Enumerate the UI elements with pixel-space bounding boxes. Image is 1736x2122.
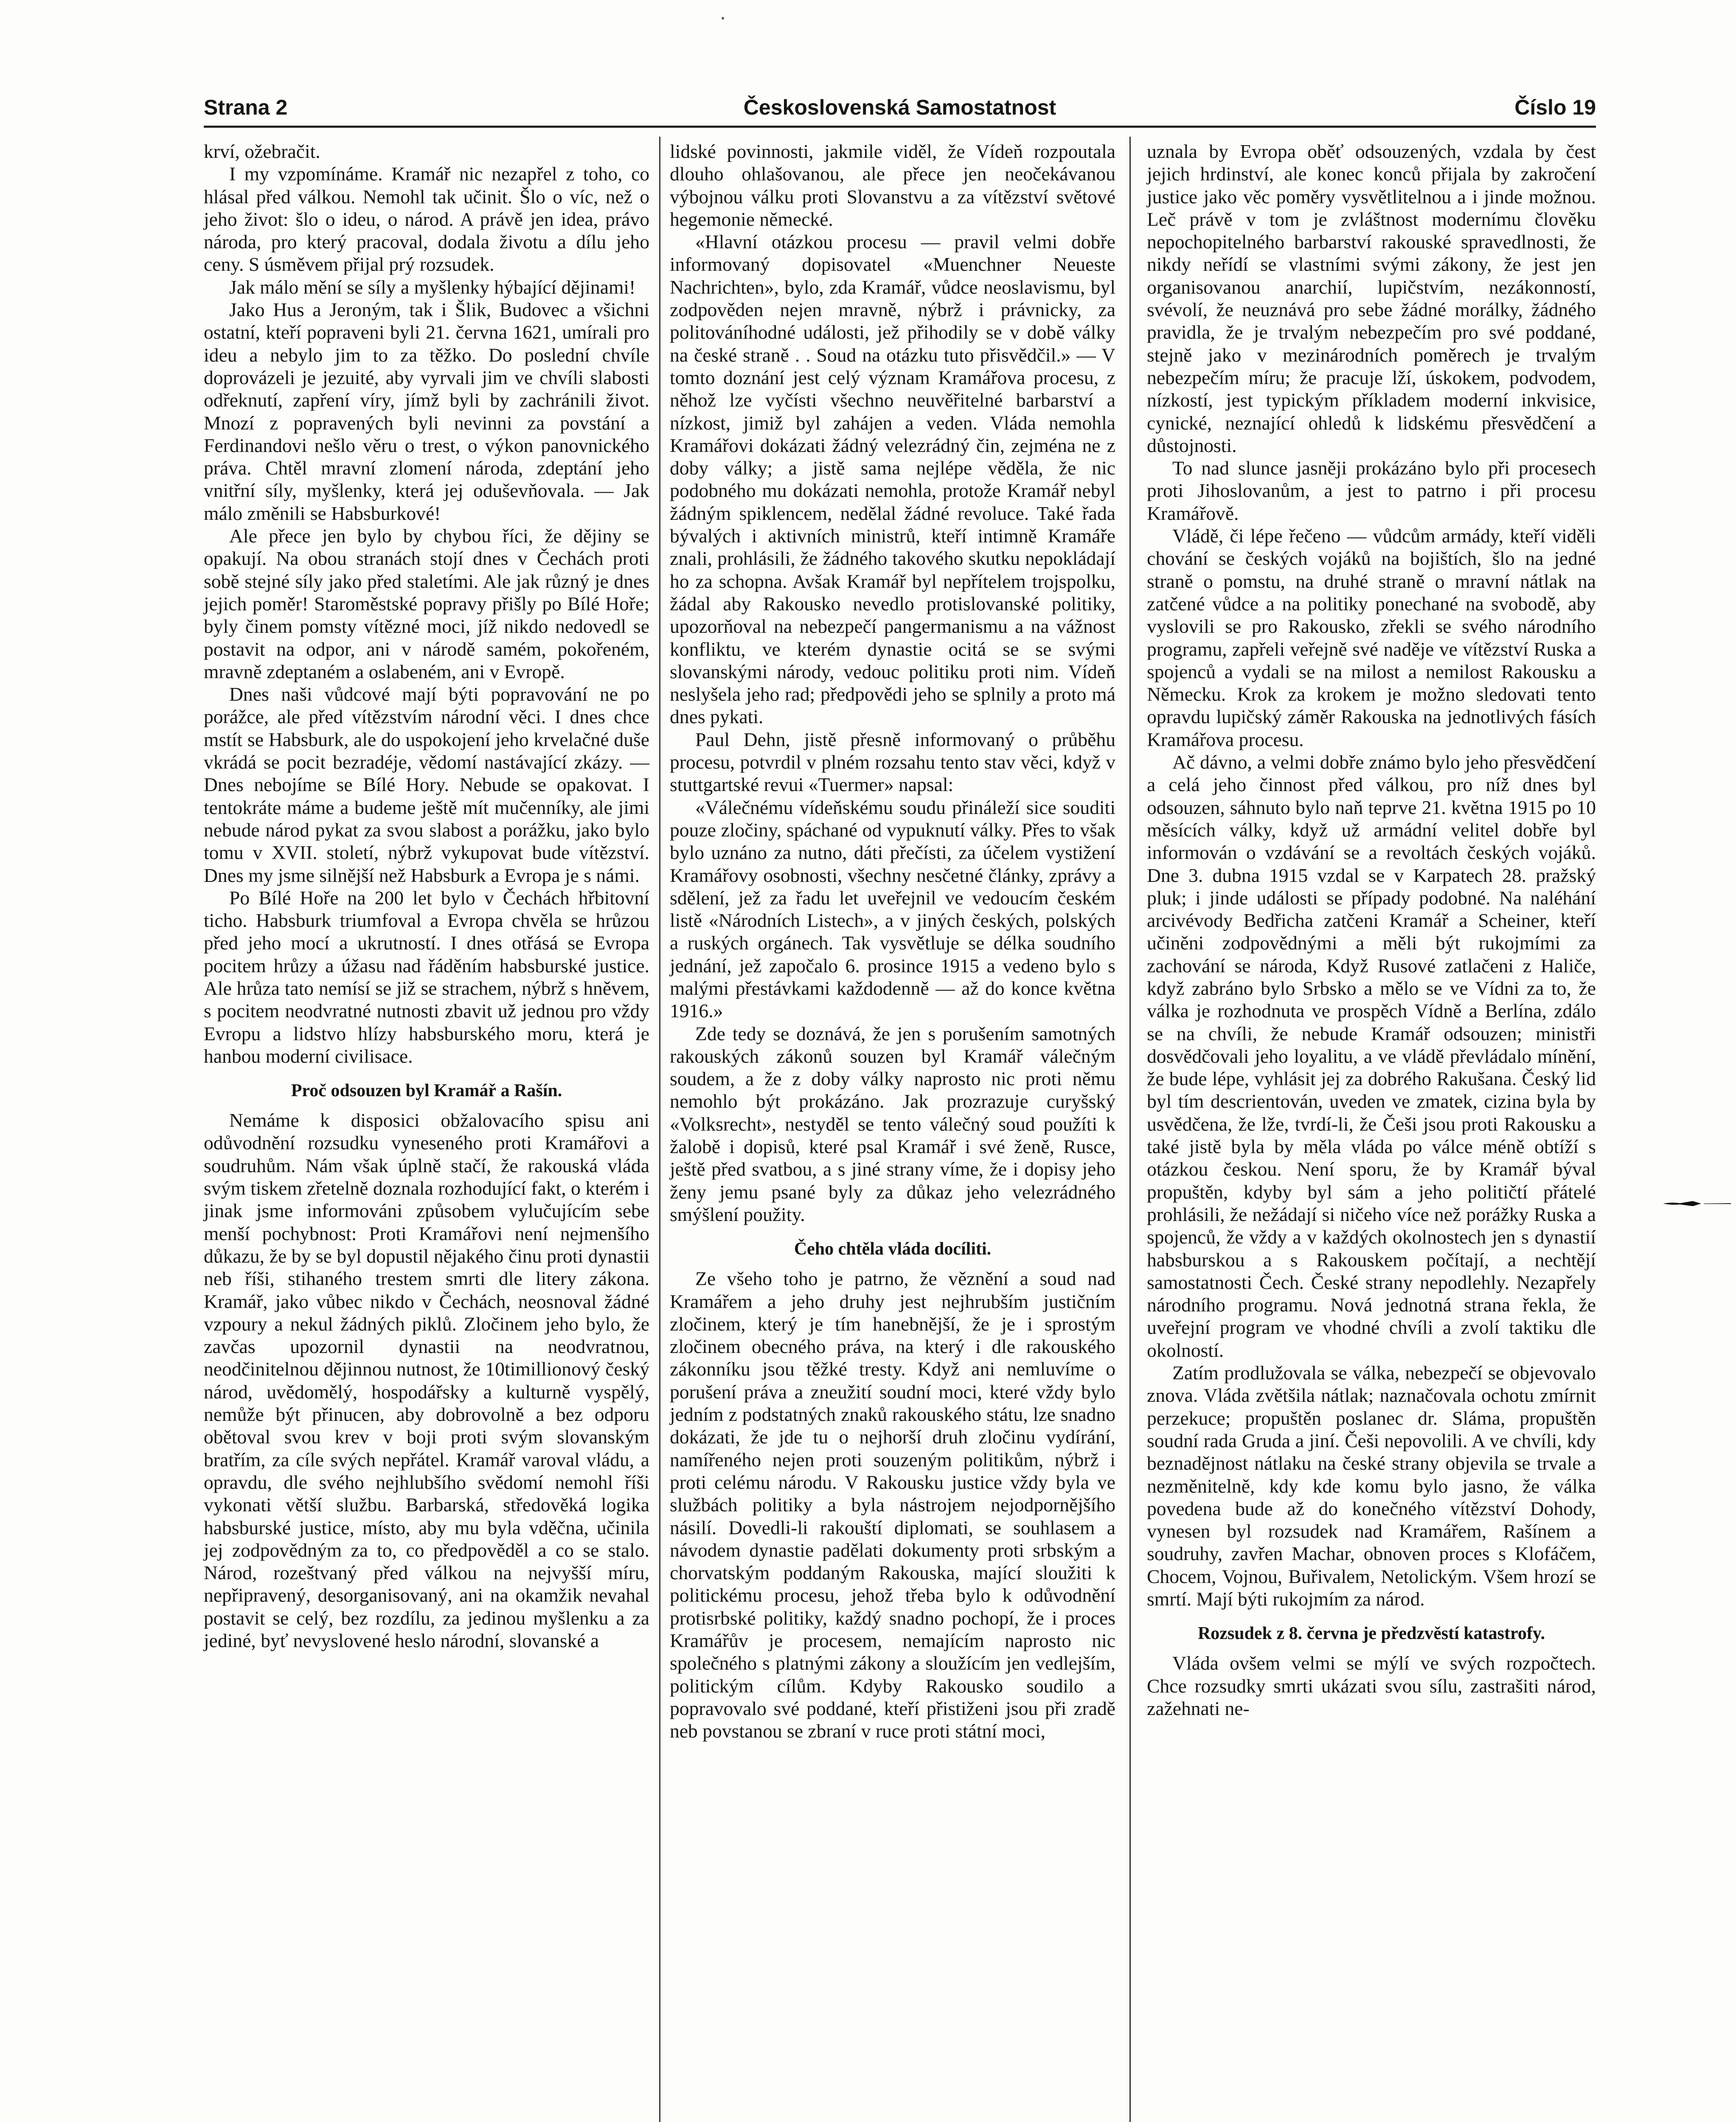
page-number-label: Strana 2 bbox=[204, 95, 288, 119]
article-paragraph: Zatím prodlužovala se válka, nebezpečí se objevovalo znova. Vláda zvětšila nátlak; naznačovala ochotu zmírnit perzekuce; propuštěn poslanec dr. Sláma, propuštěn soudní rada Gruda a jiní. Češi nepovolili. A ve chvíli, kdy beznadějnost nátlaku na české strany objevila se trvale a nezměnitelně, kdy kde komu bylo jasno, že válka povedena bude až do konečného vítězství Dohody, vynesen byl rozsudek nad Kramářem, Rašínem a soudruhy, zavřen Machar, obnoven proces s Klofáčem, Chocem, Vojnou, Buřivalem, Netolickým. Všem hrozí se smrtí. Mají býti rukojmím za národ. bbox=[1147, 1362, 1596, 1610]
column-divider bbox=[659, 137, 660, 2122]
article-paragraph: Dnes naši vůdcové mají býti popravování ne po porážce, ale před vítězstvím národní věci. I dnes chce mstít se Habsburk, ale do uspokojení jeho krvelačné duše vkrádá se pocit bezradéje, vědomí nastávající zkázy. — Dnes nebojíme se Bílé Hory. Nebude se opakovat. I tentokráte máme a budeme ještě mít mučenníky, ale jimi nebude národ pykat za svou slabost a porážku, jako bylo tomu v XVII. století, nýbrž vykupovat bude vítězství. Dnes my jsme silnější než Habsburk a Evropa je s námi. bbox=[204, 683, 649, 886]
section-heading: Rozsudek z 8. června je předzvěstí katastrofy. bbox=[1197, 1624, 1545, 1644]
article-paragraph: «Hlavní otázkou procesu — pravil velmi dobře informovaný dopisovatel «Muenchner Neueste Nachrichten», bylo, zda Kramář, vůdce neoslavismu, byl zodpověden nejen mravně, nýbrž i právnicky, za politováníhodné události, jež přihodily se v době války na české straně . . Soud na otázku tuto přisvědčil.» — V tomto doznání jest celý význam Kramářova procesu, z něhož lze vyčísti všechno neuvěřitelné barbarství a nízkost, jimiž byl zahájen a veden. Vláda nemohla Kramářovi dokázati žádný velezrádný čin, zejména ne z doby války; a jistě sama nejlépe věděla, že nic podobného mu dokázati nemohla, protože Kramář nebyl žádným spiklencem, nedělal žádné revoluce. Také řada bývalých i aktivních ministrů, kteří intimně Kramáře znali, prohlásili, že žádného takového skutku nepokládají ho za schopna. Avšak Kramář byl nepřítelem trojspolku, žádal aby Rakousko nevedlo protislovanské politiky, upozorňoval na nebezpečí pangermanismu a na vážnost konfliktu, ve kterém dynastie ocitá se se svými slovanskými národy, vedouc politiku proti nim. Vídeň neslyšela jeho rad; předpovědi jeho se splnily a proto má dnes pykati. bbox=[670, 231, 1115, 728]
newspaper-title: Československá Samostatnost bbox=[743, 95, 1056, 119]
article-paragraph: uznala by Evropa oběť odsouzených, vzdala by čest jejich hrdinství, ale konec konců přijala by zakročení justice jako věc poměry vysvětlitelnou a i jinde možnou. Leč právě v tom je zvláštnost modernímu člověku nepochopitelného barbarství rakouské spravedlnosti, že nikdy neřídí se vlastními svými zákony, že jest jen organisovanou anarchií, lupičstvím, nezákonností, svévolí, že neuznává pro sebe žádné morálky, žádného pravidla, že je trvalým nebezpečím pro své poddané, stejně jako v mezinárodních poměrech je trvalým nebezpečím míru; že pracuje lží, úskokem, podvodem, nízkostí, jest typickým příkladem moderní inkvisice, cynické, neznající ohledů k lidskému přesvědčení a důstojnosti. bbox=[1147, 140, 1596, 456]
print-speck bbox=[722, 17, 724, 20]
article-paragraph: lidské povinnosti, jakmile viděl, že Vídeň rozpoutala dlouho ohlašovanou, ale přece jen neočekávanou výbojnou válku proti Slovanstvu a za vítězství světové hegemonie německé. bbox=[670, 140, 1115, 230]
article-paragraph: Jako Hus a Jeroným, tak i Šlik, Budovec a všichni ostatní, kteří popraveni byli 21. června 1621, umírali pro ideu a nebylo jim to za těžko. Do poslední chvíle doprovázeli je jezuité, aby vyrvali jim ve chvíli slabosti odřeknutí, zapření víry, jímž byli by zachránili život. Mnozí z popravených byli nevinni za povstání a Ferdinandovi nešlo věru o trest, o výkon panovnického práva. Chtěl mravní zlomení národa, zdeptání jeho vnitřní síly, myšlenky, která jej oduševňovala. — Jak málo změnili se Habsburkové! bbox=[204, 299, 649, 524]
column-divider bbox=[1129, 137, 1131, 2122]
ink-blot bbox=[1663, 1200, 1731, 1207]
article-paragraph: Nemáme k disposici obžalovacího spisu ani odůvodnění rozsudku vyneseného proti Kramářovi a soudruhům. Nám však úplně stačí, že rakouská vláda svým tiskem zřetelně doznala rozhodující fakt, o kterém i jinak jsme informováni způsobem vylučujícím sebe menší pochybnost: Proti Kramářovi není nejmenšího důkazu, že by se byl dopustil nějakého činu proti dynastii neb říši, stihaného trestem smrti dle litery zákona. Kramář, jako vůbec nikdo v Čechách, neosnoval žádné vzpoury a nekul žádných piklů. Zločinem jeho bylo, že zavčas upozornil dynastii na neodvratnou, neodčinitelnou dějinnou nutnost, že 10timillionový český národ, uvědomělý, hospodářsky a kulturně vyspělý, nemůže být přinucen, aby dobrovolně a bez odporu obětoval svou krev v boji proti svým slovanským bratřím, za cíle svých nepřátel. Kramář varoval vládu, a opravdu, dle svého nejhlubšího svědomí nemohl říši vykonati větší službu. Barbarská, středověká logika habsburské justice, místo, aby mu byla vděčna, učinila jej zodpovědným za to, co předpověděl a co se stalo. Národ, rozeštvaný před válkou na nejvyšší míru, nepřipravený, desorganisovaný, ani na okamžik nevahal postavit se celý, bez rozdílu, za jedinou myšlenku a za jediné, byť nevyslovené heslo národní, slovanské a bbox=[204, 1109, 649, 1651]
issue-number-label: Číslo 19 bbox=[1514, 95, 1596, 119]
article-paragraph: Zde tedy se doznává, že jen s porušením samotných rakouských zákonů souzen byl Kramář válečným soudem, a že z doby války naprosto nic proti němu nemohlo být prokázáno. Jak prozrazuje curyšský «Volksrecht», nestyděl se tento válečný soud použíti k žalobě i dopisů, které psal Kramář i své ženě, Rusce, ještě před svatbou, a s jiné strany víme, že i dopisy jeho ženy jemu psané byly za důkaz jeho velezrádného smýšlení použity. bbox=[670, 1022, 1115, 1225]
section-heading: Proč odsouzen byl Kramář a Rašín. bbox=[291, 1081, 562, 1101]
page-header bbox=[204, 93, 1596, 122]
article-paragraph: Ač dávno, a velmi dobře známo bylo jeho přesvědčení a celá jeho činnost před válkou, pro níž dnes byl odsouzen, sáhnuto bylo naň teprve 21. května 1915 po 10 měsících války, když už armádní velitel dobře byl informován o vzdávání se a revoltách českých vojáků. Dne 3. dubna 1915 vzdal se v Karpatech 28. pražský pluk; i jinde události se případy podobné. Na naléhání arcivévody Bedřicha zatčeni Kramář a Scheiner, kteří učiněni zodpovědnými a měli být rukojmími za zachování se národa, Když Rusové zatlačeni z Haliče, když zabráno bylo Srbsko a mělo se ve Vídni za to, že válka je rozhodnuta ve prospěch Vídně a Berlína, zdálo se na chvíli, že nebude Kramář odsouzen; ministři dosvědčovali jeho loyalitu, a ve vládě převládalo mínění, že bude lépe, vyhlásit jej za dobrého Rakušana. Český lid byl tím descrientován, uveden ve zmatek, cizina byla by usvědčena, že lže, tvrdí-li, že Češi jsou proti Rakousku a také jistě byla by měla vláda po válce méně obtíží s otázkou českou. Není sporu, že by Kramář býval propuštěn, kdyby byl sám a jeho političtí přátelé prohlásili, že nežádají si ničeho více než porážky Ruska a spojenců, že vždy a v každých okolnostech jen s dynastií habsburskou a s Rakouskem počítají, a nechtějí samostatnosti Čech. České strany nepodlehly. Nezapřely národního programu. Nová jednotná strana řekla, že uveřejní program ve vhodné chvíli a zvolí taktiku dle okolností. bbox=[1147, 751, 1596, 1361]
section-heading: Čeho chtěla vláda docíliti. bbox=[794, 1239, 992, 1259]
article-column-2 bbox=[670, 140, 1115, 1742]
header-rule bbox=[204, 126, 1596, 128]
article-paragraph: Paul Dehn, jistě přesně informovaný o průběhu procesu, potvrdil v plném rozsahu tento stav věci, když v stuttgartské revui «Tuermer» napsal: bbox=[670, 728, 1115, 796]
article-column-1 bbox=[204, 140, 649, 1652]
article-paragraph: To nad slunce jasněji prokázáno bylo při procesech proti Jihoslovanům, a jest to patrno i při procesu Kramářově. bbox=[1147, 457, 1596, 524]
article-column-3 bbox=[1147, 140, 1596, 1720]
article-paragraph: krví, ožebračit. bbox=[204, 140, 320, 162]
article-paragraph: Ale přece jen bylo by chybou říci, že dějiny se opakují. Na obou stranách stojí dnes v Čechách proti sobě stejné síly jako před staletími. Ale jak různý je dnes jejich poměr! Staroměstské popravy přišly po Bílé Hoře; byly činem pomsty vítězné moci, jíž nikdo nedovedl se postavit na odpor, ani v národě samém, pokořeném, mravně zdeptaném a oslabeném, ani v Evropě. bbox=[204, 525, 649, 682]
article-paragraph: Ze všeho toho je patrno, že věznění a soud nad Kramářem a jeho druhy jest nejhrubším justičním zločinem, který je tím hanebnější, že je i sprostým zločinem obecného práva, na který i dle rakouského zákonníku jsou těžké tresty. Když ani nemluvíme o porušení práva a zneužití soudní moci, které vždy bylo jedním z podstatných znaků rakouského státu, lze snadno dokázati, že jde tu o nejhorší druh zločinu vydírání, namířeného nejen proti souzeným politikům, nýbrž i proti celému národu. V Rakousku justice vždy byla ve službách politiky a byla nástrojem nejodpornějšího násilí. Dovedli-li rakouští diplomati, se souhlasem a návodem dynastie padělati dokumenty proti srbským a chorvatským poddaným Rakouska, mající sloužiti k politickému procesu, jehož třeba bylo k odůvodnění protisrbské politiky, každý snadno pochopí, že i proces Kramářův je procesem, nemajícím naprosto nic společného s platnými zákony a sloužícím jen vedlejším, politickým cílům. Kdyby Rakousko soudilo a popravovalo své poddané, kteří přistiženi jsou při zradě neb povstanou se zbraní v ruce proti státní moci, bbox=[670, 1268, 1115, 1742]
article-paragraph: Vládě, či lépe řečeno — vůdcům armády, kteří viděli chování se českých vojáků na bojištích, šlo na jedné straně o pomstu, na druhé straně o mravní nátlak na zatčené vůdce a na politiky ponechané na svobodě, aby vyslovili se pro Rakousko, zřekli se svého národního programu, zapřeli veřejně své naděje ve vítězství Ruska a spojenců a vydali se na milost a nemilost Rakousku a Německu. Krok za krokem je možno sledovati tento opravdu lupičský záměr Rakouska na jednotlivých fásích Kramářova procesu. bbox=[1147, 525, 1596, 750]
article-paragraph: «Válečnému vídeňskému soudu přináleží sice souditi pouze zločiny, spáchané od vypuknutí války. Přes to však bylo uznáno za nutno, dáti přečísti, za účelem vystižení Kramářovy osobnosti, všechny nesčetné články, zprávy a sdělení, jež za řadu let uveřejnil ve vedoucím českém listě «Národních Listech», a v jiných českých, polských a ruských orgánech. Tak vysvětluje se délka soudního jednání, jež započalo 6. prosince 1915 a vedeno bylo s malými přestávkami každodenně — až do konce května 1916.» bbox=[670, 796, 1115, 1022]
article-paragraph: Vláda ovšem velmi se mýlí ve svých rozpočtech. Chce rozsudky smrti ukázati svou sílu, zastrašiti národ, zažehnati ne- bbox=[1147, 1652, 1596, 1719]
article-paragraph: Po Bílé Hoře na 200 let bylo v Čechách hřbitovní ticho. Habsburk triumfoval a Evropa chvěla se hrůzou před jeho mocí a ukrutností. I dnes otřásá se Evropa pocitem hrůzy a úžasu nad řáděním habsburské justice. Ale hrůza tato nemísí se již se strachem, nýbrž s hněvem, s pocitem neodvratné nutnosti zbavit už jednou pro vždy Evropu a lidstvo hlízy habsburského moru, která je hanbou moderní civilisace. bbox=[204, 887, 649, 1067]
article-paragraph: Jak málo mění se síly a myšlenky hýbající dějinami! bbox=[229, 276, 636, 298]
article-paragraph: I my vzpomínáme. Kramář nic nezapřel z toho, co hlásal před válkou. Nemohl tak učinit. Šlo o víc, než o jeho život: šlo o ideu, o národ. A právě jen idea, právo národa, pro který pracoval, dodala životu a dílu jeho ceny. S úsměvem přijal prý rozsudek. bbox=[204, 163, 649, 275]
